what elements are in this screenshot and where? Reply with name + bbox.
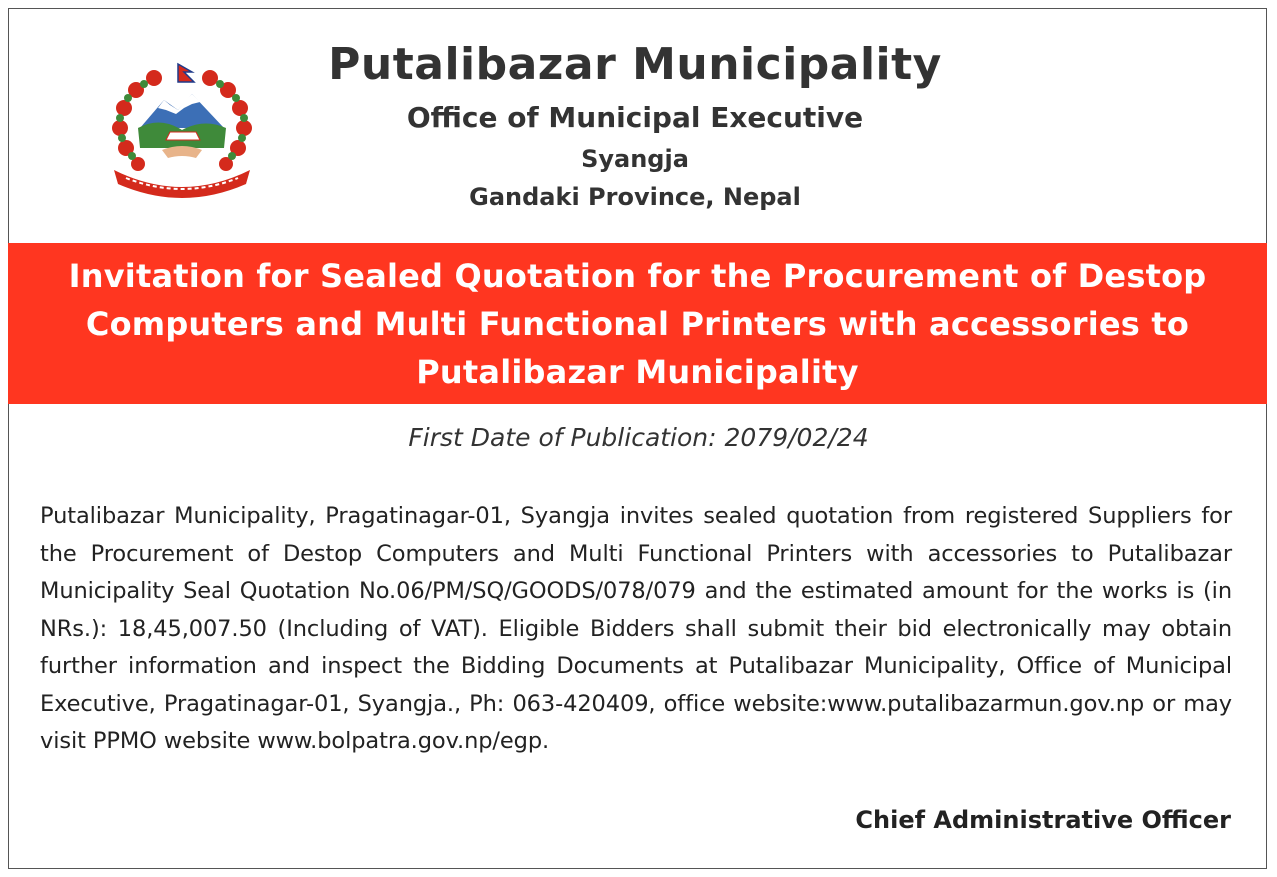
notice-title-banner [8, 243, 1267, 404]
letterhead [300, 34, 970, 216]
org-name: Putalibazar Municipality [328, 39, 942, 90]
province-name: Gandaki Province, Nepal [469, 183, 801, 211]
nepal-coat-of-arms-icon [100, 58, 270, 204]
notice-body: Putalibazar Municipality, Pragatinagar-01, Syangja invites sealed quotation from registered Suppliers for the Procurement of Destop Computers and Multi Functional Printers with accessories to Putalibazar Municipality Seal Quotation No.06/PM/SQ/GOODS/078/079 and the estimated amount for the works is (in NRs.): 18,45,007.50 (Including of VAT). Eligible Bidders shall submit their bid electronically may obtain further information and inspect the Bidding Documents at Putalibazar Municipality, Office of Municipal Executive, Pragatinagar-01, Syangja., Ph: 063-420409, office website:www.putalibazarmun.gov.np or may visit PPMO website www.bolpatra.gov.np/egp. [40, 503, 1232, 754]
notice-title: Invitation for Sealed Quotation for the Procurement of Destop Computers and Multi Functional Printers with accessories to Putalibazar Municipality [68, 256, 1207, 391]
signature-title: Chief Administrative Officer [855, 806, 1231, 834]
office-name: Office of Municipal Executive [406, 101, 864, 134]
district-name: Syangja [581, 145, 689, 173]
publication-date: First Date of Publication: 2079/02/24 [408, 423, 869, 452]
